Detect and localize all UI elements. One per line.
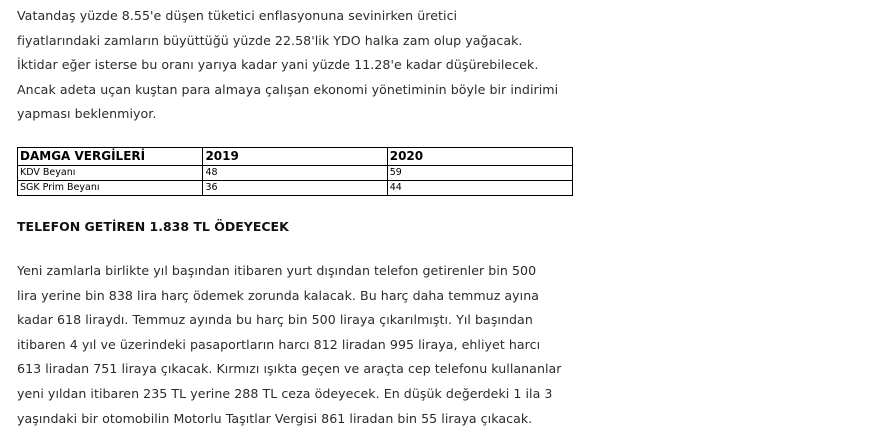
- table-row: [18, 180, 573, 195]
- table-cell: 36: [203, 180, 387, 195]
- table-header-row: [18, 147, 573, 165]
- table-cell: 59: [387, 165, 572, 180]
- table-row: [18, 165, 573, 180]
- table-cell: SGK Prim Beyanı: [18, 180, 203, 195]
- body-line: Yeni zamlarla birlikte yıl başından itibaren yurt dışından telefon getirenler bin 500: [17, 262, 537, 278]
- body-line: yaşındaki bir otomobilin Motorlu Taşıtlar Vergisi 861 liradan bin 55 liraya çıkacak.: [17, 410, 533, 426]
- body-line: 613 liradan 751 liraya çıkacak. Kırmızı ışıkta geçen ve araçta cep telefonu kullananlar: [17, 361, 562, 377]
- article: [17, 4, 587, 431]
- stamp-tax-table: [17, 147, 573, 196]
- table-header-cell: 2020: [387, 147, 572, 165]
- table-cell: 44: [387, 180, 572, 195]
- body-line: yeni yıldan itibaren 235 TL yerine 288 TL ceza ödeyecek. En düşük değerdeki 1 ila 3: [17, 385, 553, 401]
- body-line: itibaren 4 yıl ve üzerindeki pasaportların harcı 812 liradan 995 liraya, ehliyet harcı: [17, 336, 541, 352]
- intro-line: fiyatlarındaki zamların büyüttüğü yüzde 22.58'lik YDO halka zam olup yağacak.: [17, 32, 523, 48]
- table-cell: KDV Beyanı: [18, 165, 203, 180]
- intro-line: İktidar eğer isterse bu oranı yarıya kadar yani yüzde 11.28'e kadar düşürebilecek.: [17, 57, 539, 73]
- table-cell: 48: [203, 165, 387, 180]
- intro-line: Vatandaş yüzde 8.55'e düşen tüketici enflasyonuna sevinirken üretici: [17, 8, 458, 23]
- table-header-cell: DAMGA VERGİLERİ: [18, 147, 203, 165]
- intro-line: Ancak adeta uçan kuştan para almaya çalışan ekonomi yönetiminin böyle bir indirimi: [17, 81, 559, 97]
- intro-paragraph: [17, 4, 587, 127]
- section-heading: TELEFON GETİREN 1.838 TL ÖDEYECEK: [17, 218, 289, 234]
- body-paragraph: [17, 259, 587, 431]
- table-header-cell: 2019: [203, 147, 387, 165]
- intro-line: yapması beklenmiyor.: [17, 106, 157, 122]
- body-line: lira yerine bin 838 lira harç ödemek zorunda kalacak. Bu harç daha temmuz ayına: [17, 287, 540, 303]
- body-line: kadar 618 liraydı. Temmuz ayında bu harç bin 500 liraya çıkarılmıştı. Yıl başından: [17, 312, 533, 328]
